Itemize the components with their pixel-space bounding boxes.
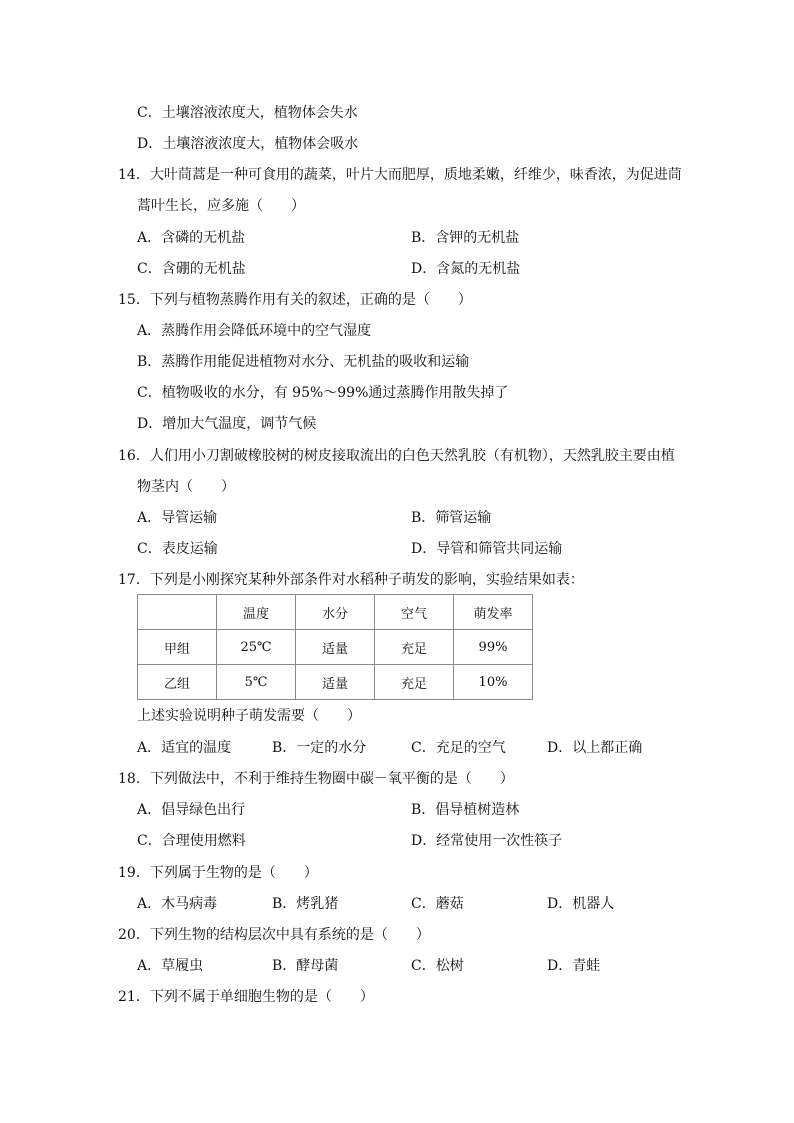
q17-option-c: C．充足的空气 — [411, 740, 506, 756]
table-header-cell: 水分 — [296, 595, 375, 630]
table-header-cell: 空气 — [375, 595, 454, 630]
table-header-cell: 萌发率 — [454, 595, 533, 630]
q14-option-d: D．含氮的无机盐 — [411, 261, 521, 277]
q17-option-a: A．适宜的温度 — [137, 740, 232, 756]
table-row — [138, 665, 533, 700]
table-cell: 适量 — [296, 665, 375, 700]
table-cell: 10% — [454, 665, 533, 700]
q16-stem-line1: 16．人们用小刀割破橡胶树的树皮接取流出的白色天然乳胶（有机物），天然乳胶主要由植 — [118, 448, 675, 464]
q21-stem: 21．下列不属于单细胞生物的是（ ） — [118, 989, 374, 1005]
q20-stem: 20．下列生物的结构层次中具有系统的是（ ） — [118, 927, 430, 943]
q16-option-a: A．导管运输 — [137, 510, 218, 526]
table-cell: 5℃ — [217, 665, 296, 700]
q19-option-b: B．烤乳猪 — [272, 896, 339, 912]
q15-stem: 15．下列与植物蒸腾作用有关的叙述，正确的是（ ） — [118, 292, 472, 308]
q17-results-table — [137, 594, 533, 700]
table-cell: 充足 — [375, 630, 454, 665]
q15-option-d: D．增加大气温度，调节气候 — [137, 416, 317, 432]
q14-stem-line2: 蒿叶生长，应多施（ ） — [137, 198, 305, 214]
q18-option-a: A．倡导绿色出行 — [137, 802, 246, 818]
table-cell: 适量 — [296, 630, 375, 665]
q14-stem-line1: 14．大叶茼蒿是一种可食用的蔬菜，叶片大而肥厚，质地柔嫩，纤维少，味香浓，为促进茼 — [118, 167, 682, 183]
q17-option-b: B．一定的水分 — [272, 740, 367, 756]
q20-option-b: B．酵母菌 — [272, 958, 339, 974]
q14-option-b: B．含钾的无机盐 — [411, 230, 520, 246]
q14-option-c: C．含硼的无机盐 — [137, 261, 246, 277]
q15-option-a: A．蒸腾作用会降低环境中的空气湿度 — [137, 323, 372, 339]
q15-option-c: C．植物吸收的水分，有 95%～99%通过蒸腾作用散失掉了 — [137, 385, 509, 401]
table-header-cell — [138, 595, 217, 630]
q19-stem: 19．下列属于生物的是（ ） — [118, 865, 318, 881]
q17-stem: 17．下列是小刚探究某种外部条件对水稻种子萌发的影响，实验结果如表： — [118, 572, 584, 588]
q19-option-d: D．机器人 — [547, 896, 615, 912]
q17-stem-line2: 上述实验说明种子萌发需要（ ） — [137, 708, 361, 724]
table-header-row — [138, 595, 533, 630]
table-cell: 25℃ — [217, 630, 296, 665]
table-header-cell: 温度 — [217, 595, 296, 630]
q20-option-d: D．青蛙 — [547, 958, 601, 974]
table-cell: 99% — [454, 630, 533, 665]
q15-option-b: B．蒸腾作用能促进植物对水分、无机盐的吸收和运输 — [137, 354, 470, 370]
q13-option-c: C．土壤溶液浓度大，植物体会失水 — [137, 105, 358, 121]
q14-option-a: A．含磷的无机盐 — [137, 230, 246, 246]
q13-option-d: D．土壤溶液浓度大，植物体会吸水 — [137, 136, 359, 152]
q20-option-a: A．草履虫 — [137, 958, 204, 974]
q17-option-d: D．以上都正确 — [547, 740, 643, 756]
table-row — [138, 630, 533, 665]
q19-option-c: C．蘑菇 — [411, 896, 464, 912]
q16-option-d: D．导管和筛管共同运输 — [411, 541, 563, 557]
q16-option-b: B．筛管运输 — [411, 510, 492, 526]
q20-option-c: C．松树 — [411, 958, 464, 974]
q18-option-c: C．合理使用燃料 — [137, 833, 246, 849]
table-cell: 甲组 — [138, 630, 217, 665]
table-cell: 乙组 — [138, 665, 217, 700]
q18-stem: 18．下列做法中，不利于维持生物圈中碳－氧平衡的是（ ） — [118, 771, 514, 787]
q18-option-d: D．经常使用一次性筷子 — [411, 833, 563, 849]
q19-option-a: A．木马病毒 — [137, 896, 218, 912]
q18-option-b: B．倡导植树造林 — [411, 802, 520, 818]
q16-option-c: C．表皮运输 — [137, 541, 218, 557]
table-cell: 充足 — [375, 665, 454, 700]
q16-stem-line2: 物茎内（ ） — [137, 479, 235, 495]
